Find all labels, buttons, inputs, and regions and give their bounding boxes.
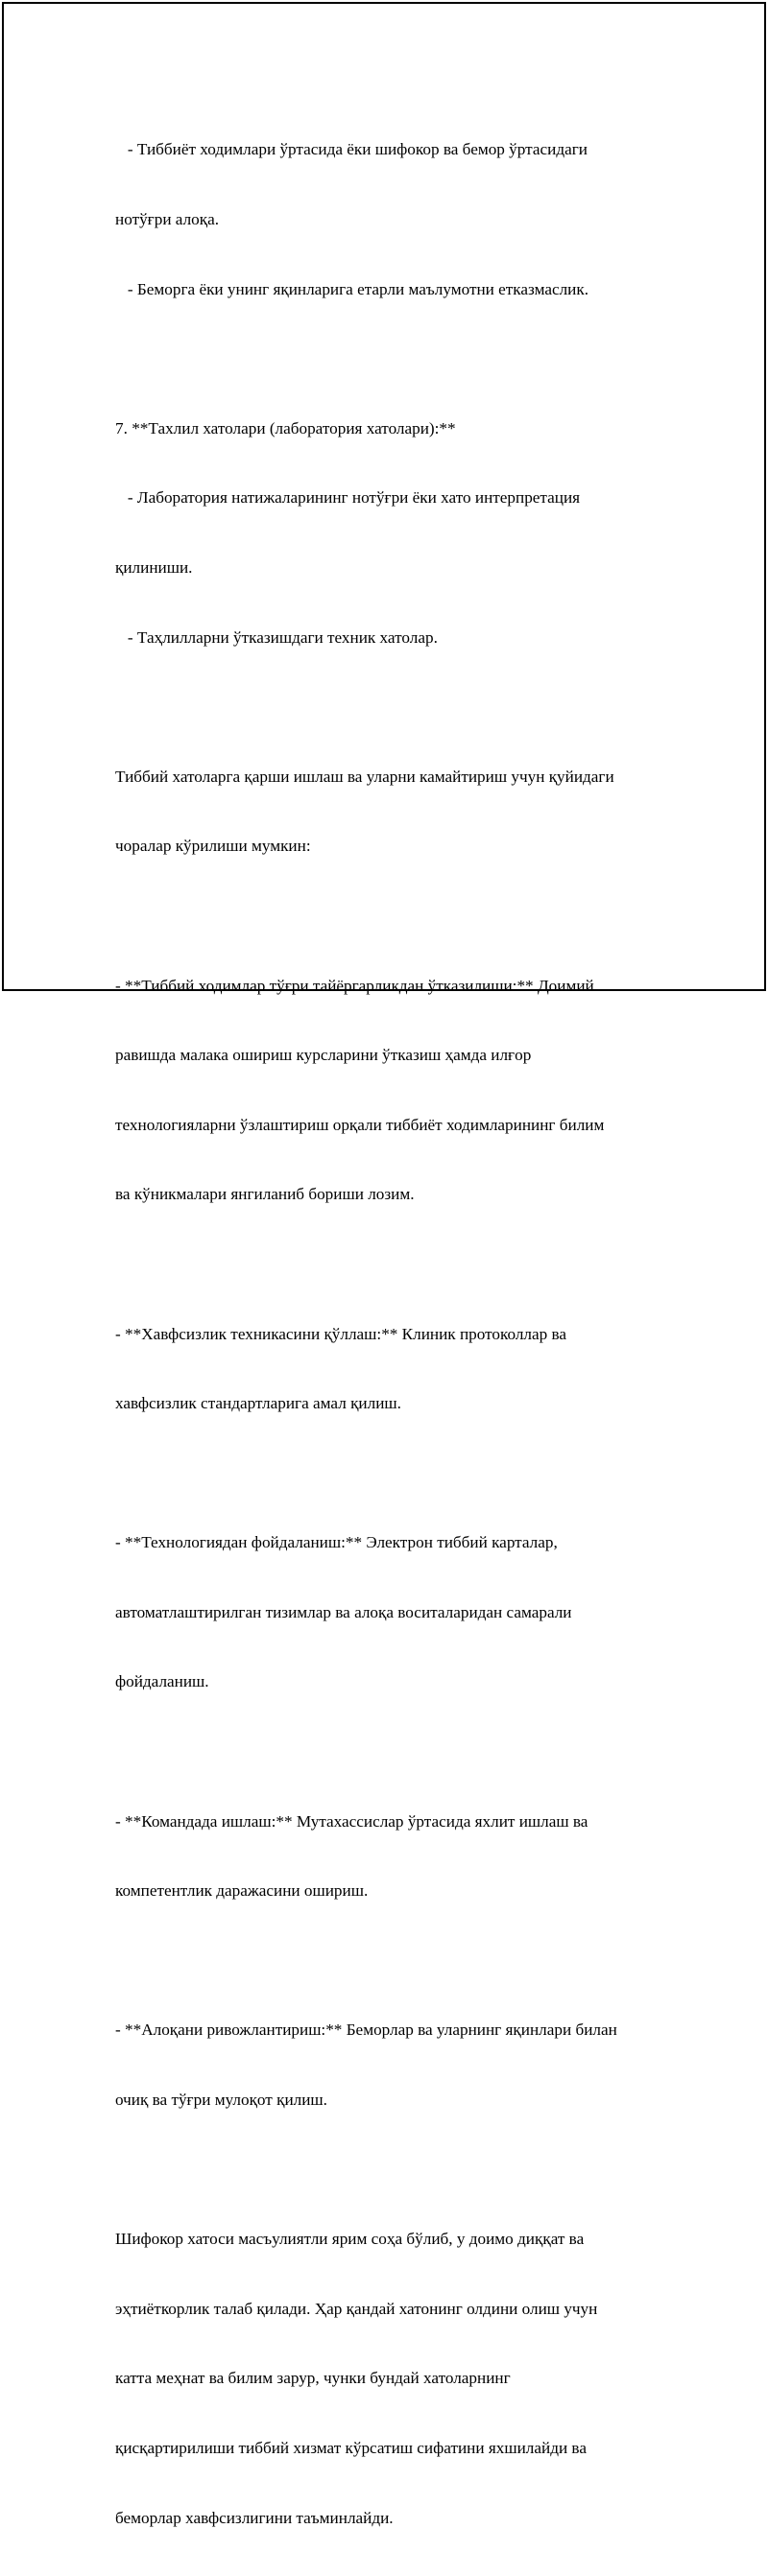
- list-item-line: фойдаланиш.: [115, 1672, 209, 1691]
- paragraph-line: қисқартирилиши тиббий хизмат кўрсатиш сифатини яхшилайди ва: [115, 2439, 587, 2457]
- document-body: [115, 92, 672, 2576]
- list-item-line: - **Хавфсизлик техникасини қўллаш:** Клиник протоколлар ва: [115, 1324, 567, 1343]
- list-item-line: автоматлаштирилган тизимлар ва алоқа воситаларидан самарали: [115, 1602, 572, 1621]
- list-item-line: - **Технологиядан фойдаланиш:** Электрон тиббий карталар,: [115, 1533, 558, 1552]
- text-line: нотўғри алоқа.: [115, 210, 220, 228]
- paragraph-line: эҳтиёткорлик талаб қилади. Ҳар қандай хатонинг олдини олиш учун: [115, 2299, 598, 2318]
- blank-line: [115, 696, 672, 719]
- text-line: - Таҳлилларни ўтказишдаги техник хатолар.: [115, 627, 438, 647]
- list-item-line: очиқ ва тўғри мулоқот қилиш.: [115, 2091, 327, 2110]
- blank-line: [115, 1253, 672, 1276]
- text-line: қилиниши.: [115, 557, 193, 577]
- text-line: Тиббий хатоларга қарши ишлаш ва уларни камайтириш учун қуйидаги: [115, 767, 614, 786]
- list-item-line: хавфсизлик стандартларига амал қилиш.: [115, 1394, 401, 1413]
- paragraph-line: катта меҳнат ва билим зарур, чунки бундай хатоларнинг: [115, 2369, 511, 2388]
- list-item-line: ва кўникмалари янгиланиб бориши лозим.: [115, 1185, 415, 1204]
- blank-line: [115, 905, 672, 928]
- blank-line: [115, 1462, 672, 1485]
- list-item-line: компетентлик даражасини ошириш.: [115, 1881, 369, 1901]
- text-line: - Лаборатория натижаларининг нотўғри ёки хато интерпретация: [115, 488, 581, 508]
- list-item-line: - **Алоқани ривожлантириш:** Беморлар ва уларнинг яқинлари билан: [115, 2021, 617, 2040]
- text-line: - Тиббиёт ходимлари ўртасида ёки шифокор ва бемор ўртасидаги: [115, 140, 588, 159]
- list-item-line: - **Командада ишлаш:** Мутахассислар ўртасида яхлит ишлаш ва: [115, 1811, 588, 1831]
- list-item-line: - **Тиббий ходимлар тўғри тайёргарликдан ўтказилиши:** Доимий: [115, 976, 594, 995]
- text-line: чоралар кўрилиши мумкин:: [115, 837, 311, 856]
- blank-line: [115, 2159, 672, 2182]
- blank-line: [115, 1740, 672, 1763]
- blank-line: [115, 1950, 672, 1973]
- list-item-line: технологияларни ўзлаштириш орқали тиббиёт ходимларининг билим: [115, 1115, 605, 1134]
- paragraph-line: беморлар хавфсизлигини таъминлайди.: [115, 2508, 394, 2527]
- text-line: - Беморга ёки унинг яқинларига етарли маълумотни етказмаслик.: [115, 279, 589, 298]
- page-frame: [2, 2, 766, 2527]
- section-heading: 7. **Тахлил хатолари (лаборатория хатолари):**: [115, 418, 456, 437]
- list-item-line: равишда малака ошириш курсларини ўтказиш ҳамда илғор: [115, 1046, 532, 1065]
- blank-line: [115, 347, 672, 370]
- paragraph-line: Шифокор хатоси масъулиятли ярим соҳа бўлиб, у доимо диққат ва: [115, 2230, 585, 2249]
